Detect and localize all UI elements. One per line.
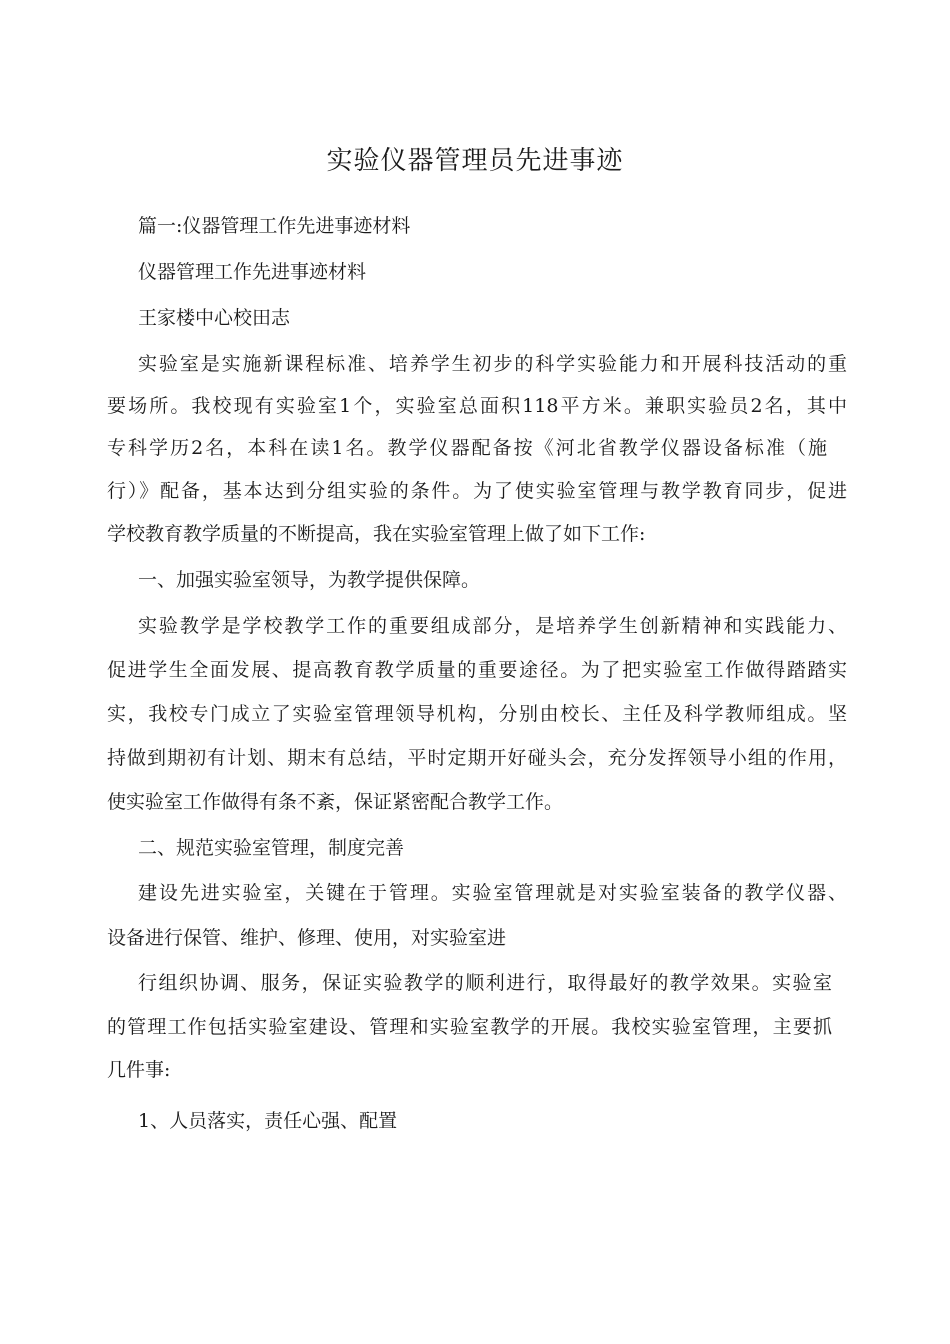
paragraph-line: 设备进行保管、维护、修理、使用，对实验室进 bbox=[107, 927, 507, 949]
author-line: 王家楼中心校田志 bbox=[138, 307, 291, 329]
paragraph-line: 行组织协调、服务，保证实验教学的顺利进行，取得最好的教学效果。实验室 bbox=[138, 972, 832, 994]
document-title: 实验仪器管理员先进事迹 bbox=[326, 146, 624, 176]
section-heading-3: 二、规范实验室管理，制度完善 bbox=[138, 837, 405, 859]
paragraph-line: 的管理工作包括实验室建设、管理和实验室教学的开展。我校实验室管理，主要抓 bbox=[107, 1016, 832, 1038]
paragraph-line: 持做到期初有计划、期末有总结，平时定期开好碰头会，充分发挥领导小组的作用， bbox=[107, 747, 847, 769]
paragraph-line: 专科学历2名，本科在读1名。教学仪器配备按《河北省教学仪器设备标准（施 bbox=[107, 437, 827, 459]
paragraph-line: 使实验室工作做得有条不紊，保证紧密配合教学工作。 bbox=[107, 791, 564, 813]
paragraph-line: 实验室是实施新课程标准、培养学生初步的科学实验能力和开展科技活动的重 bbox=[138, 353, 847, 375]
paragraph-line: 学校教育教学质量的不断提高，我在实验室管理上做了如下工作: bbox=[107, 523, 646, 545]
paragraph-line: 行）》配备，基本达到分组实验的条件。为了使实验室管理与教学教育同步，促进 bbox=[107, 480, 847, 502]
list-item: 1、人员落实，责任心强、配置 bbox=[138, 1110, 398, 1132]
paragraph-line: 几件事: bbox=[107, 1059, 171, 1081]
paragraph-line: 促进学生全面发展、提高教育教学质量的重要途径。为了把实验室工作做得踏踏实 bbox=[107, 659, 847, 681]
paragraph-line: 实验教学是学校教学工作的重要组成部分，是培养学生创新精神和实践能力、 bbox=[138, 615, 847, 637]
section-heading-2: 一、加强实验室领导，为教学提供保障。 bbox=[138, 569, 481, 591]
section-heading-1: 篇一:仪器管理工作先进事迹材料 bbox=[138, 215, 411, 237]
paragraph-line: 实，我校专门成立了实验室管理领导机构，分别由校长、主任及科学教师组成。坚 bbox=[107, 703, 847, 725]
paragraph-line: 要场所。我校现有实验室1个，实验室总面积118平方米。兼职实验员2名，其中 bbox=[107, 395, 847, 417]
paragraph-line: 建设先进实验室，关键在于管理。实验室管理就是对实验室装备的教学仪器、 bbox=[138, 882, 847, 904]
subtitle: 仪器管理工作先进事迹材料 bbox=[138, 261, 367, 283]
